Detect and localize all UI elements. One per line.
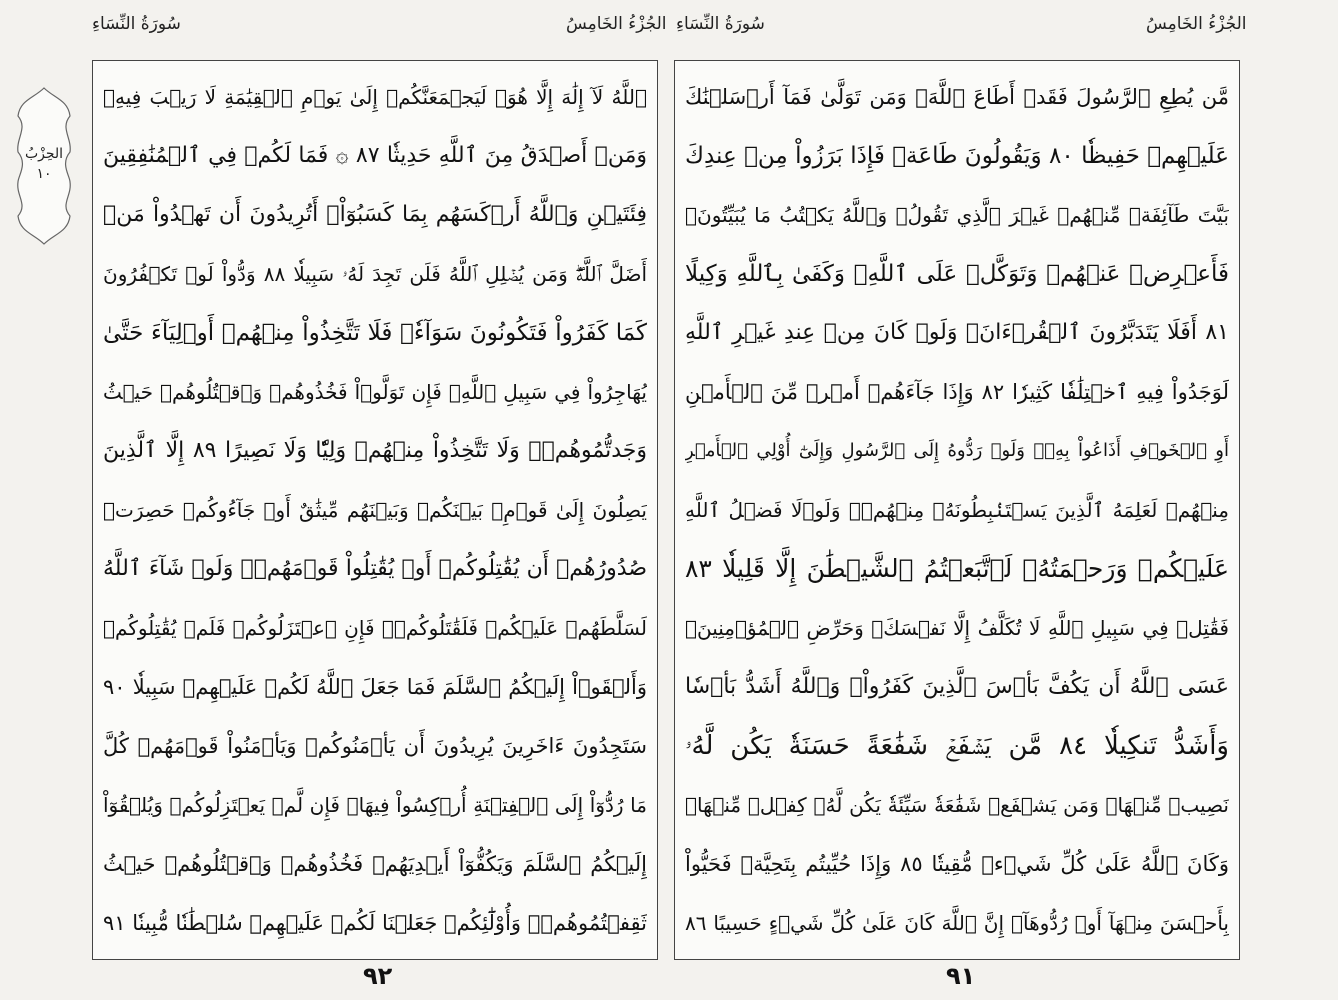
text-line: عَلَيۡهِمۡ حَفِيظٗا ٨٠ وَيَقُولُونَ طَاعَةٞ فَإِذَا بَرَزُواْ مِنۡ عِندِكَ — [685, 143, 1229, 169]
text-line: وَأَشَدُّ تَنكِيلٗا ٨٤ مَّن يَشۡفَعۡ شَفَٰعَةً حَسَنَةٗ يَكُن لَّهُۥ — [685, 731, 1229, 761]
left-page-frame — [92, 60, 658, 960]
text-line: إِلَيۡكُمُ ٱلسَّلَمَ وَيَكُفُّوٓاْ أَيۡدِيَهُمۡ فَخُذُوهُمۡ وَٱقۡتُلُوهُمۡ حَيۡثُ — [103, 852, 647, 876]
text-line: كَمَا كَفَرُواْ فَتَكُونُونَ سَوَآءٗۖ فَلَا تَتَّخِذُواْ مِنۡهُمۡ أَوۡلِيَآءَ حَتَّىٰ — [103, 320, 647, 346]
text-line: عَسَى ٱللَّهُ أَن يَكُفَّ بَأۡسَ ٱلَّذِينَ كَفَرُواْۚ وَٱللَّهُ أَشَدُّ بَأۡسٗا — [685, 674, 1229, 699]
hizb-marker — [14, 86, 74, 246]
left-page-surah-header: سُورَةُ النِّسَاءِ — [92, 14, 181, 34]
text-line: عَلَيۡكُمۡ وَرَحۡمَتُهُۥ لَٱتَّبَعۡتُمُ ٱلشَّيۡطَٰنَ إِلَّا قَلِيلٗا ٨٣ — [685, 554, 1229, 583]
left-page-number: ٩٢ — [363, 962, 393, 990]
text-line: مَا رُدُّوٓاْ إِلَى ٱلۡفِتۡنَةِ أُرۡكِسُواْ فِيهَاۚ فَإِن لَّمۡ يَعۡتَزِلُوكُمۡ وَيُلۡقُوٓاْ — [103, 793, 647, 817]
text-line: وَجَدتُّمُوهُمۡۖ وَلَا تَتَّخِذُواْ مِنۡهُمۡ وَلِيّٗا وَلَا نَصِيرًا ٨٩ إِلَّا ٱلَّذِينَ — [103, 438, 647, 463]
text-line: أَوِ ٱلۡخَوۡفِ أَذَاعُواْ بِهِۦۖ وَلَوۡ رَدُّوهُ إِلَى ٱلرَّسُولِ وَإِلَىٰٓ أُوْلِي ٱلۡأَمۡرِ — [685, 440, 1229, 461]
text-line: مَّن يُطِعِ ٱلرَّسُولَ فَقَدۡ أَطَاعَ ٱللَّهَۖ وَمَن تَوَلَّىٰ فَمَآ أَرۡسَلۡنَٰكَ — [685, 85, 1229, 109]
right-page-number: ٩١ — [946, 962, 976, 990]
left-page-text — [103, 69, 647, 951]
text-line: ثَقِفۡتُمُوهُمۡۚ وَأُوْلَٰٓئِكُمۡ جَعَلۡنَا لَكُمۡ عَلَيۡهِمۡ سُلۡطَٰنٗا مُّبِينٗا ٩١ — [103, 911, 647, 935]
right-page-surah-header: سُورَةُ النِّسَاءِ — [676, 14, 765, 34]
text-line: يُهَاجِرُواْ فِي سَبِيلِ ٱللَّهِۚ فَإِن تَوَلَّوۡاْ فَخُذُوهُمۡ وَٱقۡتُلُوهُمۡ حَيۡثُ — [103, 380, 647, 404]
right-page-juz-header: الجُزْءُ الخَامِسُ — [1146, 14, 1247, 34]
text-line: فِئَتَيۡنِ وَٱللَّهُ أَرۡكَسَهُم بِمَا كَسَبُوٓاْۚ أَتُرِيدُونَ أَن تَهۡدُواْ مَنۡ — [103, 202, 647, 227]
text-line: لَسَلَّطَهُمۡ عَلَيۡكُمۡ فَلَقَٰتَلُوكُمۡۚ فَإِنِ ٱعۡتَزَلُوكُمۡ فَلَمۡ يُقَٰتِلُوكُمۡ — [103, 616, 647, 640]
text-line: فَأَعۡرِضۡ عَنۡهُمۡ وَتَوَكَّلۡ عَلَى ٱللَّهِۚ وَكَفَىٰ بِٱللَّهِ وَكِيلًا — [685, 261, 1229, 287]
text-line: وَمَنۡ أَصۡدَقُ مِنَ ٱللَّهِ حَدِيثٗا ٨٧ ۞ فَمَا لَكُمۡ فِي ٱلۡمُنَٰفِقِينَ — [103, 143, 647, 168]
text-line: بِأَحۡسَنَ مِنۡهَآ أَوۡ رُدُّوهَآۗ إِنَّ ٱللَّهَ كَانَ عَلَىٰ كُلِّ شَيۡءٍ حَسِيبًا ٨٦ — [685, 911, 1229, 935]
text-line: سَتَجِدُونَ ءَاخَرِينَ يُرِيدُونَ أَن يَأۡمَنُوكُمۡ وَيَأۡمَنُواْ قَوۡمَهُمۡ كُلَّ — [103, 734, 647, 758]
left-page-juz-header: الجُزْءُ الخَامِسُ — [566, 14, 667, 34]
text-line: يَصِلُونَ إِلَىٰ قَوۡمِۭ بَيۡنَكُمۡ وَبَيۡنَهُم مِّيثَٰقٌ أَوۡ جَآءُوكُمۡ حَصِرَتۡ — [103, 498, 647, 522]
text-line: بَيَّتَ طَآئِفَةٞ مِّنۡهُمۡ غَيۡرَ ٱلَّذِي تَقُولُۖ وَٱللَّهُ يَكۡتُبُ مَا يُبَيِّتُونَۖ — [685, 203, 1229, 227]
text-line: فَقَٰتِلۡ فِي سَبِيلِ ٱللَّهِ لَا تُكَلَّفُ إِلَّا نَفۡسَكَۚ وَحَرِّضِ ٱلۡمُؤۡمِنِينَۖ — [685, 616, 1229, 640]
text-line: لَوَجَدُواْ فِيهِ ٱخۡتِلَٰفٗا كَثِيرٗا ٨٢ وَإِذَا جَآءَهُمۡ أَمۡرٞ مِّنَ ٱلۡأَمۡنِ — [685, 380, 1229, 404]
hizb-label: الحِزْبُ — [24, 146, 64, 162]
text-line: ٱللَّهُ لَآ إِلَٰهَ إِلَّا هُوَۚ لَيَجۡمَعَنَّكُمۡ إِلَىٰ يَوۡمِ ٱلۡقِيَٰمَةِ لَا رَيۡبَ فِيهِۗ — [103, 85, 647, 109]
right-page-text — [685, 69, 1229, 951]
text-line: نَصِيبٞ مِّنۡهَاۖ وَمَن يَشۡفَعۡ شَفَٰعَةٗ سَيِّئَةٗ يَكُن لَّهُۥ كِفۡلٞ مِّنۡهَاۗ — [685, 793, 1229, 817]
text-line: وَأَلۡقَوۡاْ إِلَيۡكُمُ ٱلسَّلَمَ فَمَا جَعَلَ ٱللَّهُ لَكُمۡ عَلَيۡهِمۡ سَبِيلٗا ٩٠ — [103, 675, 647, 699]
right-page-frame — [674, 60, 1240, 960]
text-line: وَكَانَ ٱللَّهُ عَلَىٰ كُلِّ شَيۡءٖ مُّقِيتٗا ٨٥ وَإِذَا حُيِّيتُم بِتَحِيَّةٖ فَحَيُّواْ — [685, 852, 1229, 876]
text-line: صُدُورُهُمۡ أَن يُقَٰتِلُوكُمۡ أَوۡ يُقَٰتِلُواْ قَوۡمَهُمۡۚ وَلَوۡ شَآءَ ٱللَّهُ — [103, 556, 647, 581]
text-line: ٨١ أَفَلَا يَتَدَبَّرُونَ ٱلۡقُرۡءَانَۚ وَلَوۡ كَانَ مِنۡ عِندِ غَيۡرِ ٱللَّهِ — [685, 320, 1229, 345]
text-line: مِنۡهُمۡ لَعَلِمَهُ ٱلَّذِينَ يَسۡتَنۢبِطُونَهُۥ مِنۡهُمۡۗ وَلَوۡلَا فَضۡلُ ٱللَّهِ — [685, 498, 1229, 522]
text-line: أَضَلَّ ٱللَّهُۖ وَمَن يُضۡلِلِ ٱللَّهُ فَلَن تَجِدَ لَهُۥ سَبِيلٗا ٨٨ وَدُّواْ لَوۡ تَكۡفُرُونَ — [103, 262, 647, 286]
hizb-number: ١٠ — [36, 166, 52, 182]
